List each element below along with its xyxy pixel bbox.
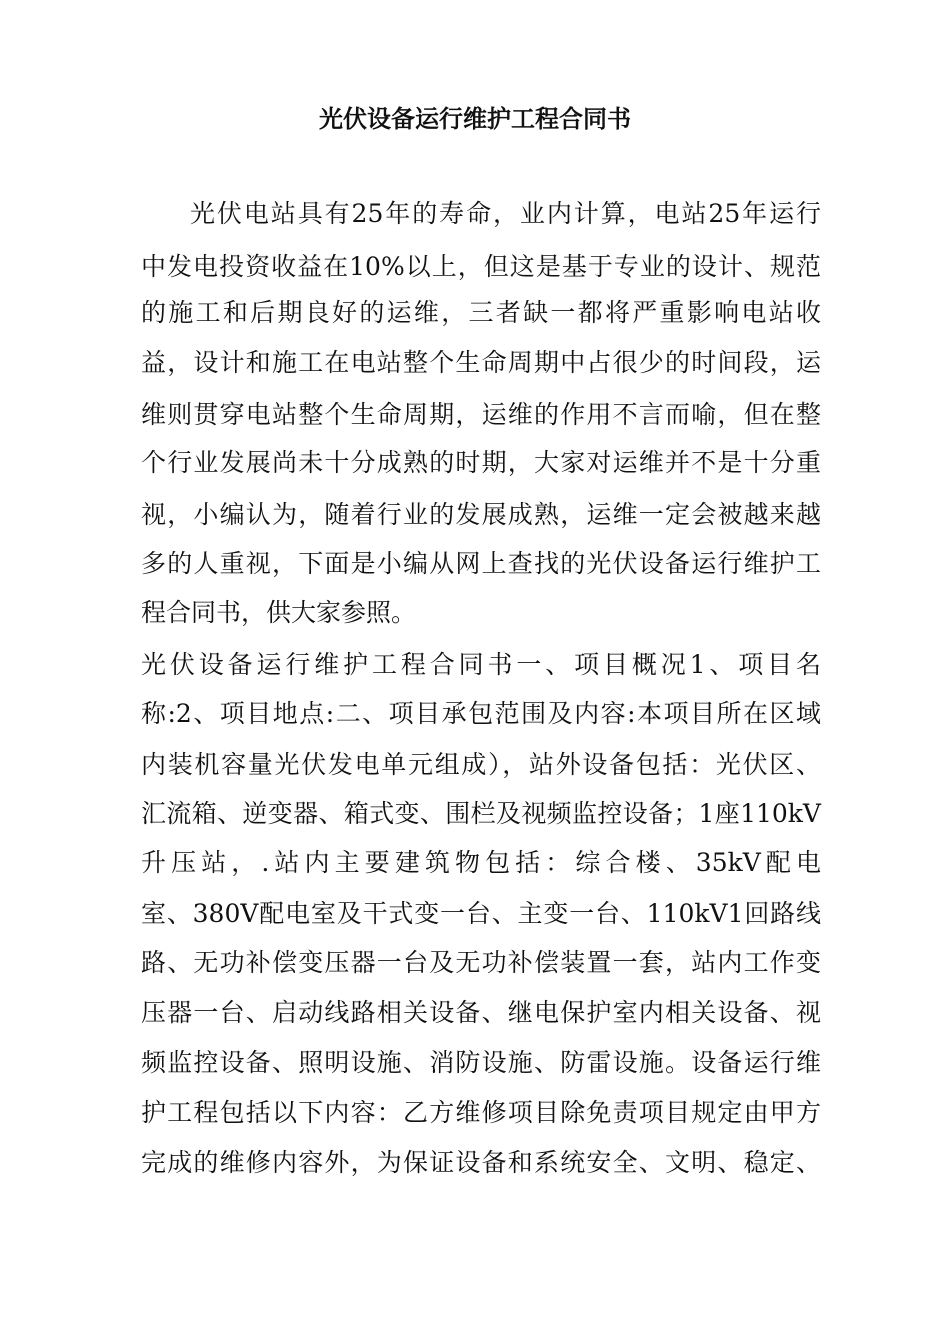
paragraph-line: 升压站，.站内主要建筑物包括：综合楼、35kV配电 <box>141 848 821 877</box>
paragraph-line: 称:2、项目地点:二、项目承包范围及内容:本项目所在区域 <box>141 699 821 728</box>
paragraph-line: 完成的维修内容外，为保证设备和系统安全、文明、稳定、 <box>141 1148 821 1177</box>
paragraph-line: 汇流箱、逆变器、箱式变、围栏及视频监控设备；1座110kV <box>141 799 821 828</box>
paragraph-line: 压器一台、启动线路相关设备、继电保护室内相关设备、视 <box>141 998 821 1027</box>
document-title: 光伏设备运行维护工程合同书 <box>319 104 631 133</box>
paragraph-line: 内装机容量光伏发电单元组成），站外设备包括：光伏区、 <box>141 750 821 779</box>
paragraph-line: 视，小编认为，随着行业的发展成熟，运维一定会被越来越 <box>141 500 821 529</box>
paragraph-line: 益，设计和施工在电站整个生命周期中占很少的时间段，运 <box>141 348 821 377</box>
paragraph-line: 路、无功补偿变压器一台及无功补偿装置一套，站内工作变 <box>141 948 821 977</box>
paragraph-line: 光伏电站具有25年的寿命，业内计算，电站25年运行 <box>190 199 821 228</box>
paragraph-line: 的施工和后期良好的运维，三者缺一都将严重影响电站收 <box>141 298 821 327</box>
paragraph-line: 光伏设备运行维护工程合同书一、项目概况1、项目名 <box>141 650 821 679</box>
paragraph-line: 频监控设备、照明设施、消防设施、防雷设施。设备运行维 <box>141 1048 821 1077</box>
paragraph-line: 多的人重视，下面是小编从网上查找的光伏设备运行维护工 <box>141 549 821 578</box>
paragraph-line: 室、380V配电室及干式变一台、主变一台、110kV1回路线 <box>141 899 821 928</box>
paragraph-line: 个行业发展尚未十分成熟的时期，大家对运维并不是十分重 <box>141 448 821 477</box>
paragraph-line: 程合同书，供大家参照。 <box>141 598 417 627</box>
paragraph-line: 护工程包括以下内容：乙方维修项目除免责项目规定由甲方 <box>141 1098 821 1127</box>
paragraph-line: 维则贯穿电站整个生命周期，运维的作用不言而喻，但在整 <box>141 400 821 429</box>
paragraph-line: 中发电投资收益在10%以上，但这是基于专业的设计、规范 <box>141 252 821 281</box>
